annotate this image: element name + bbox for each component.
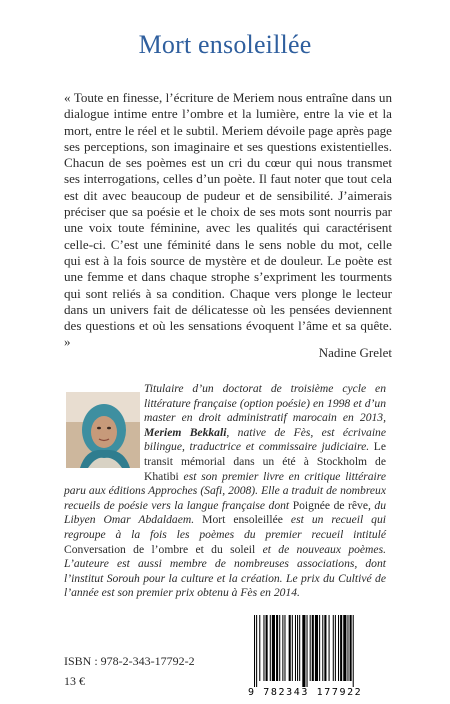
- author-name: Meriem Bekkali: [144, 425, 227, 439]
- barcode-bar: [329, 615, 330, 681]
- bio-text-6: et de nouveaux poèmes. L’auteure est aussi membre de nombreuses associations, dont l’institut Sorouh pour la culture et la création. Le prix du Cultivé de l’année est son premier prix obtenu à Fès en 2014.: [64, 542, 386, 600]
- barcode-bar: [254, 615, 255, 687]
- barcode-bar: [338, 615, 339, 681]
- barcode-bar: [343, 615, 346, 681]
- barcode-bar: [322, 615, 323, 681]
- barcode-bar: [340, 615, 342, 681]
- barcode-bar: [289, 615, 291, 681]
- barcode-bar: [299, 615, 300, 681]
- barcode-bar: [312, 615, 314, 681]
- barcode-bar: [347, 615, 348, 681]
- barcode-bar: [284, 615, 285, 681]
- photo-wrap-space: [64, 382, 144, 480]
- barcode-bar: [259, 615, 260, 681]
- barcode-bars: [250, 615, 390, 687]
- barcode-bar: [335, 615, 336, 681]
- barcode-bar: [353, 615, 354, 687]
- bio-book-title-2: Poignée de rêve: [292, 498, 368, 512]
- barcode-bar: [333, 615, 334, 681]
- barcode-bar: [295, 615, 296, 681]
- barcode-bar: [315, 615, 318, 681]
- bio-text-5: est un recueil qui regroupe à la fois les poèmes du premier recueil intitulé: [64, 513, 386, 541]
- barcode-bar: [276, 615, 278, 681]
- isbn-label: ISBN : 978-2-343-17792-2: [64, 654, 195, 668]
- book-title: Mort ensoleillée: [138, 30, 312, 59]
- review-quote: « Toute en finesse, l’écriture de Meriem nous entraîne dans un dialogue intime entre l’ombre et la lumière, entre la vie et la mort, entre le réel et le subtil. Meriem dévoile page après page ses perceptions, son imaginaire et ses questions existentielles. Chacun de ses poèmes est un cri du cœur qui nous transmet ses interrogations, celles d’un poète. Il faut noter que tout cela est dit avec beaucoup de pudeur et de sensibilité. J’aimerais préciser que sa poésie et le choix de ses mots sont nourris par une voix toute féminine, avec les qualités qui caractérisent celle-ci. C’est une féminité dans le sens noble du mot, celle qui est à la fois source de mystère et de douleur. Le poète est une femme et dans chaque strophe s’expriment les tourments qui sont reliés à sa condition. Chaque vers plonge le lecteur dans un univers fait de délicatesse où les pensées deviennent des questions et où les sensations évoquent l’âme et sa quête. »: [64, 90, 392, 350]
- barcode-bar: [279, 615, 280, 681]
- barcode-bar: [270, 615, 271, 681]
- barcode-bar: [256, 615, 257, 687]
- barcode-digits: 9 782343 177922: [248, 687, 363, 698]
- bio-book-title-3: Mort ensoleillée: [202, 513, 283, 527]
- barcode-bar: [297, 615, 298, 681]
- barcode-bar: [263, 615, 264, 681]
- barcode-bar: [282, 615, 283, 681]
- author-biography: [64, 382, 386, 601]
- barcode-bar: [350, 615, 352, 681]
- bio-text-4: , du Libyen Omar Abdaldaem.: [64, 498, 387, 527]
- bio-text-1: Titulaire d’un doctorat de troisième cycle en littérature française (option poésie) en 1998 et d’un master en droit administratif marocain en 2013,: [144, 382, 386, 425]
- barcode-bar: [272, 615, 275, 681]
- bio-text-2: , native de Fès, est écrivaine bilingue, traductrice et commissaire judiciaire.: [144, 425, 386, 454]
- barcode-bar: [319, 615, 320, 681]
- barcode-bar: [310, 615, 311, 681]
- barcode-bar: [292, 615, 293, 681]
- barcode-bar: [302, 615, 305, 687]
- barcode-bar: [324, 615, 326, 681]
- barcode-bar: [307, 615, 308, 687]
- bio-book-title-4: Conversation de l’ombre et du soleil: [64, 542, 256, 556]
- barcode: [250, 615, 390, 689]
- review-signature: Nadine Grelet: [318, 345, 392, 360]
- barcode-bar: [266, 615, 268, 681]
- price-label: 13 €: [64, 674, 85, 688]
- bio-text-3: est son premier livre en critique littéraire paru aux éditions Approches (Safi, 2008). Elle a traduit de nombreux recueils de poésie vers la langue française dont: [64, 469, 386, 512]
- bio-book-title-1: Le transit mémorial dans un été à Stockholm de Khatibi: [144, 440, 386, 483]
